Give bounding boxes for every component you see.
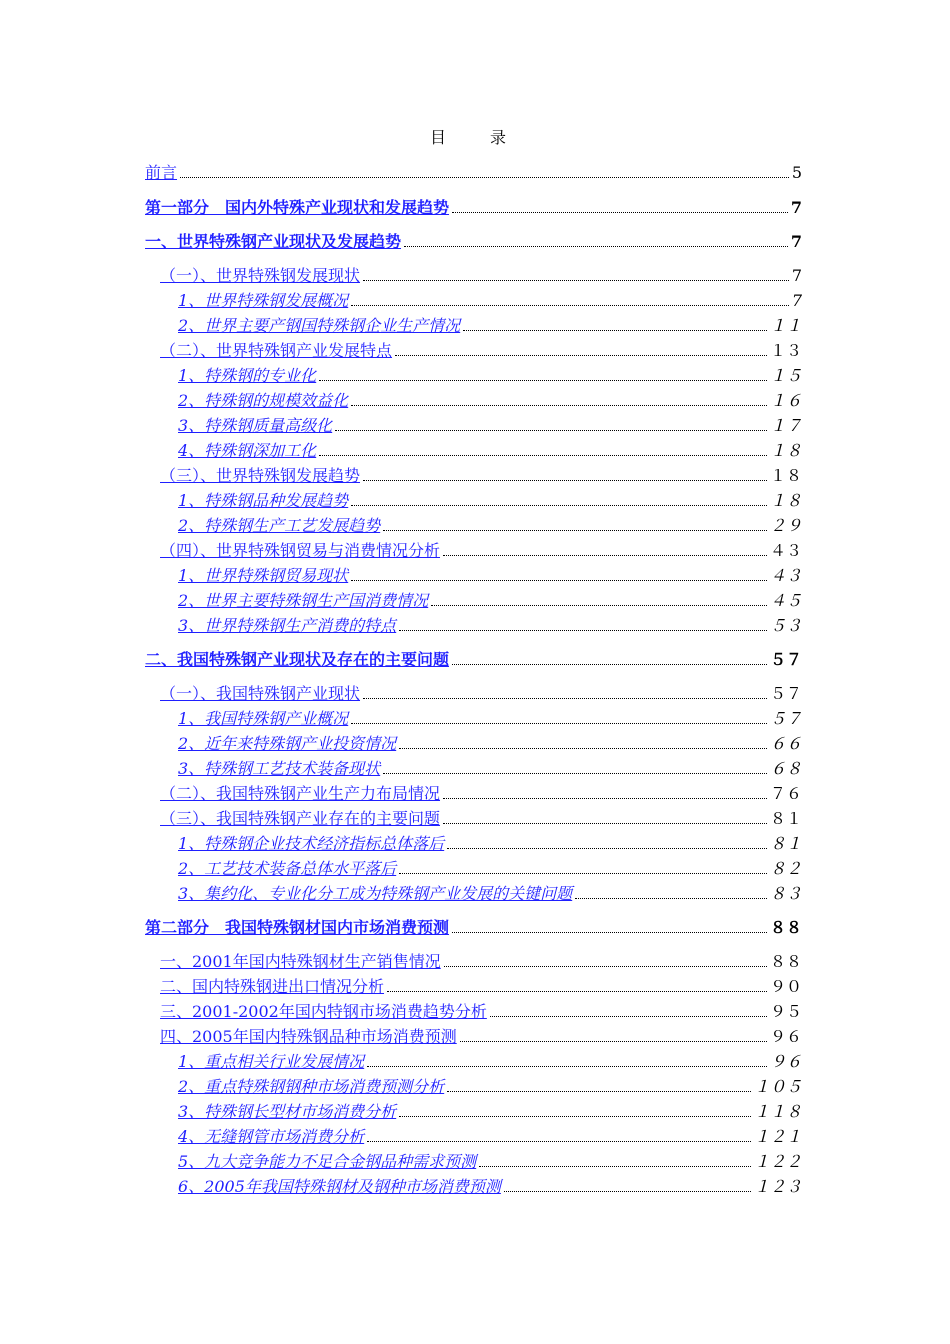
dot-leader	[460, 1031, 767, 1042]
toc-entry[interactable]	[160, 974, 802, 996]
toc-page-number: ８１	[769, 809, 802, 828]
dot-leader	[383, 763, 767, 774]
toc-entry[interactable]	[178, 363, 802, 385]
dot-leader	[404, 236, 788, 247]
toc-entry[interactable]	[178, 1049, 802, 1071]
toc-entry-link[interactable]: （三）、我国特殊钢产业存在的主要问题	[160, 809, 441, 828]
toc-entry-link[interactable]: 3、特殊钢质量高级化	[178, 416, 333, 435]
toc-entry-link[interactable]: 一、世界特殊钢产业现状及发展趋势	[145, 232, 402, 251]
toc-entry-link[interactable]: 2、近年来特殊钢产业投资情况	[178, 734, 397, 753]
toc-page-number: １８	[769, 441, 802, 460]
toc-page-number: ９６	[769, 1052, 802, 1071]
toc-page-number: ６８	[769, 759, 802, 778]
dot-leader	[431, 595, 767, 606]
toc-page-number: ８８	[769, 918, 802, 937]
toc-page-number: ４５	[769, 591, 802, 610]
toc-entry[interactable]	[178, 1074, 802, 1096]
toc-page-number: １７	[769, 416, 802, 435]
dot-leader	[351, 570, 767, 581]
toc-entry[interactable]	[178, 588, 802, 610]
dot-leader	[479, 1156, 751, 1167]
toc-page-number: ５７	[769, 709, 802, 728]
dot-leader	[367, 1131, 751, 1142]
toc-entry-link[interactable]: 4、无缝钢管市场消费分析	[178, 1127, 365, 1146]
toc-entry-link[interactable]: 一、2001年国内特殊钢材生产销售情况	[160, 952, 441, 971]
toc-entry-link[interactable]: 3、集约化、专业化分工成为特殊钢产业发展的关键问题	[178, 884, 573, 903]
toc-entry-link[interactable]: 1、我国特殊钢产业概况	[178, 709, 349, 728]
toc-page-number: １１８	[753, 1102, 802, 1121]
toc-page-number: 5	[791, 163, 802, 182]
toc-entry-link[interactable]: 二、我国特殊钢产业现状及存在的主要问题	[145, 650, 450, 669]
dot-leader	[452, 654, 767, 665]
toc-entry-link[interactable]: （一）、我国特殊钢产业现状	[160, 684, 361, 703]
toc-entry[interactable]	[178, 563, 802, 585]
dot-leader	[399, 620, 767, 631]
toc-page-number: 7	[791, 291, 802, 310]
toc-entry-link[interactable]: 2、世界主要特殊钢生产国消费情况	[178, 591, 429, 610]
toc-entry-link[interactable]: （二）、世界特殊钢产业发展特点	[160, 341, 393, 360]
toc-page-number: １０５	[753, 1077, 802, 1096]
toc-entry[interactable]	[160, 338, 802, 360]
toc-entry[interactable]	[178, 288, 802, 310]
toc-page-number: ８３	[769, 884, 802, 903]
toc-entry[interactable]	[145, 915, 802, 937]
toc-entry-link[interactable]: 4、特殊钢深加工化	[178, 441, 317, 460]
toc-entry[interactable]	[160, 263, 802, 285]
toc-page-number: １５	[769, 366, 802, 385]
toc-entry-link[interactable]: 2、世界主要产钢国特殊钢企业生产情况	[178, 316, 461, 335]
toc-entry[interactable]	[160, 999, 802, 1021]
toc-page-number: ５３	[769, 616, 802, 635]
dot-leader	[367, 1056, 767, 1067]
dot-leader	[399, 1106, 751, 1117]
dot-leader	[319, 445, 767, 456]
toc-entry[interactable]	[145, 160, 802, 182]
toc-entry-link[interactable]: 2、重点特殊钢钢种市场消费预测分析	[178, 1077, 445, 1096]
dot-leader	[399, 863, 767, 874]
dot-leader	[351, 295, 789, 306]
toc-entry-link[interactable]: 6、2005年我国特殊钢材及钢种市场消费预测	[178, 1177, 501, 1196]
dot-leader	[490, 1006, 767, 1017]
dot-leader	[447, 1081, 751, 1092]
toc-entry[interactable]	[160, 806, 802, 828]
dot-leader	[180, 167, 789, 178]
toc-entry[interactable]	[160, 949, 802, 971]
toc-page-number: １１	[769, 316, 802, 335]
toc-entry[interactable]	[160, 538, 802, 560]
toc-page-number: ２９	[769, 516, 802, 535]
toc-entry-link[interactable]: 第二部分 我国特殊钢材国内市场消费预测	[145, 918, 450, 937]
toc-entry-link[interactable]: 1、世界特殊钢贸易现状	[178, 566, 349, 585]
toc-page-number: １８	[769, 491, 802, 510]
dot-leader	[443, 788, 767, 799]
toc-title: 目 录	[429, 128, 520, 147]
dot-leader	[319, 370, 767, 381]
toc-entry[interactable]	[178, 831, 802, 853]
dot-leader	[363, 270, 789, 281]
dot-leader	[444, 956, 767, 967]
dot-leader	[335, 420, 767, 431]
toc-page-number: ８１	[769, 834, 802, 853]
toc-page-number: ４３	[769, 566, 802, 585]
toc-entry[interactable]	[178, 756, 802, 778]
toc-entry-link[interactable]: 2、特殊钢生产工艺发展趋势	[178, 516, 381, 535]
toc-entry-link[interactable]: 1、世界特殊钢发展概况	[178, 291, 349, 310]
toc-entry[interactable]	[160, 463, 802, 485]
toc-entry-link[interactable]: 3、世界特殊钢生产消费的特点	[178, 616, 397, 635]
toc-page-number: １３	[769, 341, 802, 360]
dot-leader	[463, 320, 767, 331]
toc-entry-link[interactable]: 1、特殊钢企业技术经济指标总体落后	[178, 834, 445, 853]
toc-page-number: ５７	[769, 684, 802, 703]
dot-leader	[351, 395, 767, 406]
dot-leader	[363, 688, 767, 699]
toc-entry[interactable]	[178, 706, 802, 728]
dot-leader	[443, 813, 767, 824]
toc-entry[interactable]	[178, 413, 802, 435]
toc-entry[interactable]	[178, 388, 802, 410]
toc-entry-link[interactable]: （二）、我国特殊钢产业生产力布局情况	[160, 784, 441, 803]
toc-page-number: 7	[791, 266, 802, 285]
toc-entry[interactable]	[178, 313, 802, 335]
toc-entry[interactable]	[178, 1149, 802, 1171]
toc-entry-link[interactable]: 3、特殊钢工艺技术装备现状	[178, 759, 381, 778]
dot-leader	[395, 345, 767, 356]
toc-entry[interactable]	[178, 438, 802, 460]
dot-leader	[452, 922, 767, 933]
toc-page-number: １８	[769, 466, 802, 485]
toc-page-number: １２３	[753, 1177, 802, 1196]
toc-page-number: 7	[790, 232, 802, 251]
toc-entry-link[interactable]: （一）、世界特殊钢发展现状	[160, 266, 361, 285]
toc-entry[interactable]	[178, 488, 802, 510]
toc-entry-link[interactable]: 三、2001-2002年国内特钢市场消费趋势分析	[160, 1002, 487, 1021]
toc-page-number: ９０	[769, 977, 802, 996]
toc-page-number: ８８	[769, 952, 802, 971]
toc-entry-link[interactable]: （四）、世界特殊钢贸易与消费情况分析	[160, 541, 441, 560]
toc-page-number: １２１	[753, 1127, 802, 1146]
dot-leader	[447, 838, 767, 849]
dot-leader	[351, 713, 767, 724]
toc-page-number: 7	[790, 198, 802, 217]
toc-entry[interactable]	[178, 1124, 802, 1146]
toc-entry-link[interactable]: 四、2005年国内特殊钢品种市场消费预测	[160, 1027, 457, 1046]
toc-entry-link[interactable]: （三）、世界特殊钢发展趋势	[160, 466, 361, 485]
toc-entry[interactable]	[145, 229, 802, 251]
toc-entry-link[interactable]: 1、特殊钢品种发展趋势	[178, 491, 349, 510]
dot-leader	[443, 545, 767, 556]
toc-entry-link[interactable]: 前言	[145, 163, 178, 182]
toc-page-number: ９５	[769, 1002, 802, 1021]
toc-entry-link[interactable]: 1、特殊钢的专业化	[178, 366, 317, 385]
toc-page-number: ７６	[769, 784, 802, 803]
toc-entry[interactable]	[178, 1099, 802, 1121]
toc-entry[interactable]	[178, 856, 802, 878]
dot-leader	[351, 495, 767, 506]
toc-entry[interactable]	[160, 1024, 802, 1046]
toc-entry[interactable]	[178, 613, 802, 635]
toc-page-number: ９６	[769, 1027, 802, 1046]
toc-entry-link[interactable]: 第一部分 国内外特殊产业现状和发展趋势	[145, 198, 450, 217]
toc-page-number: ６６	[769, 734, 802, 753]
dot-leader	[383, 520, 767, 531]
toc-entry-link[interactable]: 3、特殊钢长型材市场消费分析	[178, 1102, 397, 1121]
toc-entry[interactable]	[145, 195, 802, 217]
toc-entry[interactable]	[178, 513, 802, 535]
dot-leader	[452, 202, 788, 213]
toc-entry[interactable]	[178, 1174, 802, 1196]
toc-entry[interactable]	[160, 781, 802, 803]
toc-entry[interactable]	[145, 647, 802, 669]
toc-page-number: １２２	[753, 1152, 802, 1171]
dot-leader	[504, 1181, 751, 1192]
toc-page-number: ８２	[769, 859, 802, 878]
toc-entry-link[interactable]: 二、国内特殊钢进出口情况分析	[160, 977, 385, 996]
dot-leader	[399, 738, 767, 749]
toc-entry-link[interactable]: 2、特殊钢的规模效益化	[178, 391, 349, 410]
toc-entry-link[interactable]: 5、九大竞争能力不足合金钢品种需求预测	[178, 1152, 477, 1171]
dot-leader	[363, 470, 767, 481]
toc-entry[interactable]	[178, 731, 802, 753]
toc-entry-link[interactable]: 1、重点相关行业发展情况	[178, 1052, 365, 1071]
toc-page-number: ５７	[769, 650, 802, 669]
toc-entry[interactable]	[160, 681, 802, 703]
toc-entry[interactable]	[178, 881, 802, 903]
dot-leader	[575, 888, 767, 899]
toc-page-number: １６	[769, 391, 802, 410]
dot-leader	[387, 981, 767, 992]
toc-page-number: ４３	[769, 541, 802, 560]
toc-entry-link[interactable]: 2、工艺技术装备总体水平落后	[178, 859, 397, 878]
